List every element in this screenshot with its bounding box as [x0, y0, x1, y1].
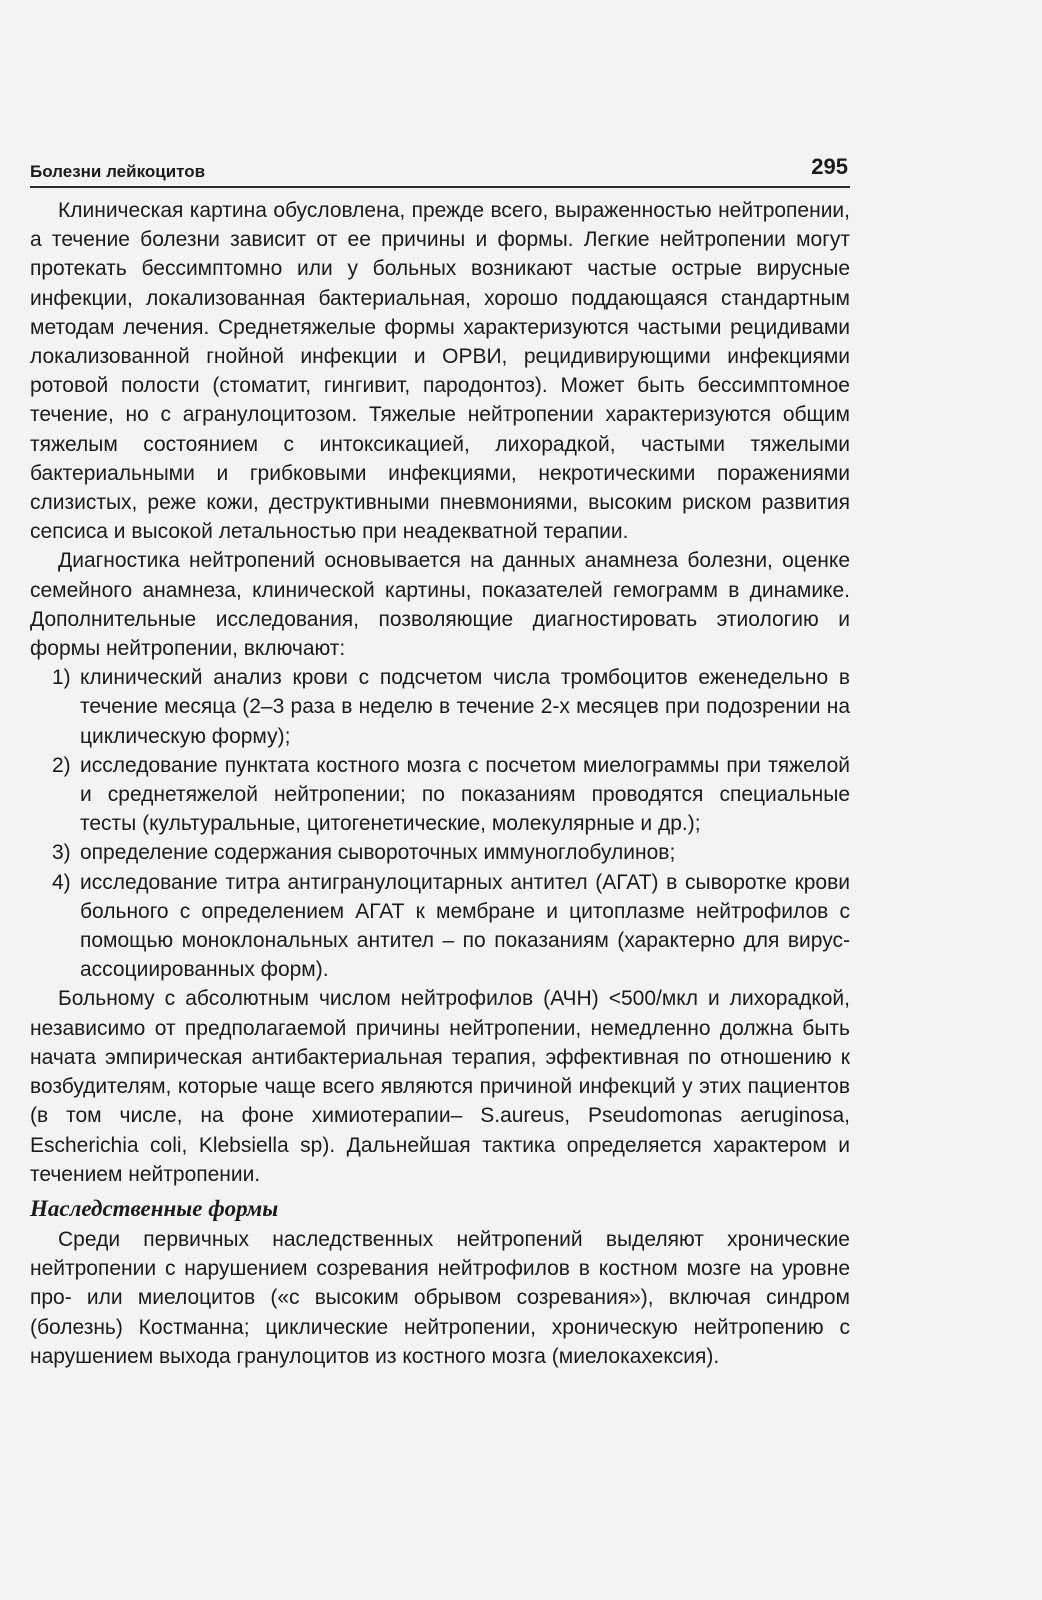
paragraph-clinical-picture: Клиническая картина обусловлена, прежде всего, выраженностью нейтропении, а течение болезни зависит от ее причины и формы. Легкие нейтропении могут протекать бессимптомно или у больных возникают частые острые вирусные инфекции, локализованная бактериальная, хорошо поддающаяся стандартным методам лечения. Среднетяжелые формы характеризуются частыми рецидивами локализованной гнойной инфекции и ОРВИ, рецидивирующими инфекциями ротовой полости (стоматит, гингивит, пародонтоз). Может быть бессимптомное течение, но с агранулоцитозом. Тяжелые нейтропении характеризуются общим тяжелым состоянием с интоксикацией, лихорадкой, частыми тяжелыми бактериальными и грибковыми инфекциями, некротическими поражениями слизистых, реже кожи, деструктивными пневмониями, высоким риском развития сепсиса и высокой летальностью при неадекватной терапии. — [30, 199, 850, 544]
list-item — [30, 751, 850, 839]
list-item-text: определение содержания сывороточных иммуноглобулинов; — [80, 841, 676, 865]
running-header — [30, 150, 850, 188]
list-item-text: исследование пунктата костного мозга с посчетом миелограммы при тяжелой и среднетяжелой нейтропении; по показаниям проводятся специальные тесты (культуральные, цитогенетические, молекулярные и др.); — [80, 753, 850, 836]
list-item-number: 2) — [52, 753, 71, 777]
book-page — [30, 150, 850, 1371]
diagnostic-methods-list — [30, 663, 850, 984]
list-item — [30, 663, 850, 751]
page-number: 295 — [811, 154, 848, 179]
list-item — [30, 868, 850, 985]
paragraph-therapy: Больному с абсолютным числом нейтрофилов (АЧН) <500/мкл и лихорадкой, независимо от предполагаемой причины нейтропении, немедленно должна быть начата эмпирическая антибактериальная терапия, эффективная по отношению к возбудителям, которые чаще всего являются причиной инфекций у этих пациентов (в том числе, на фоне химиотерапии– S.aureus, Pseudomonas aeruginosa, Escherichia coli, Klebsiella sp). Дальнейшая тактика определяется характером и течением нейтропении. — [30, 987, 850, 1186]
paragraph-diagnostics: Диагностика нейтропений основывается на данных анамнеза болезни, оценке семейного анамнеза, клинической картины, показателей гемограмм в динамике. Дополнительные исследования, позволяющие диагностировать этиологию и формы нейтропении, включают: — [30, 549, 850, 661]
running-title: Болезни лейкоцитов — [30, 162, 206, 181]
list-item-number: 3) — [52, 841, 71, 865]
list-item-text: исследование титра антигранулоцитарных антител (АГАТ) в сыворотке крови больного с определением АГАТ к мембране и цитоплазме нейтрофилов с помощью моноклональных антител – по показаниям (характерно для вирус-ассоциированных форм). — [80, 870, 850, 982]
section-heading: Наследственные формы — [30, 1195, 279, 1221]
paragraph-hereditary-forms: Среди первичных наследственных нейтропений выделяют хронические нейтропении с нарушением созревания нейтрофилов в костном мозге на уровне про- или миелоцитов («с высоким обрывом созревания»), включая синдром (болезнь) Костманна; циклические нейтропении, хроническую нейтропению с нарушением выхода гранулоцитов из костного мозга (миелокахексия). — [30, 1227, 850, 1368]
list-item — [30, 838, 850, 867]
list-item-number: 1) — [52, 666, 71, 690]
page-body — [30, 196, 850, 1371]
list-item-number: 4) — [52, 870, 71, 894]
list-item-text: клинический анализ крови с подсчетом числа тромбоцитов еженедельно в течение месяца (2–3 раза в неделю в течение 2-х месяцев при подозрении на циклическую форму); — [80, 666, 850, 748]
